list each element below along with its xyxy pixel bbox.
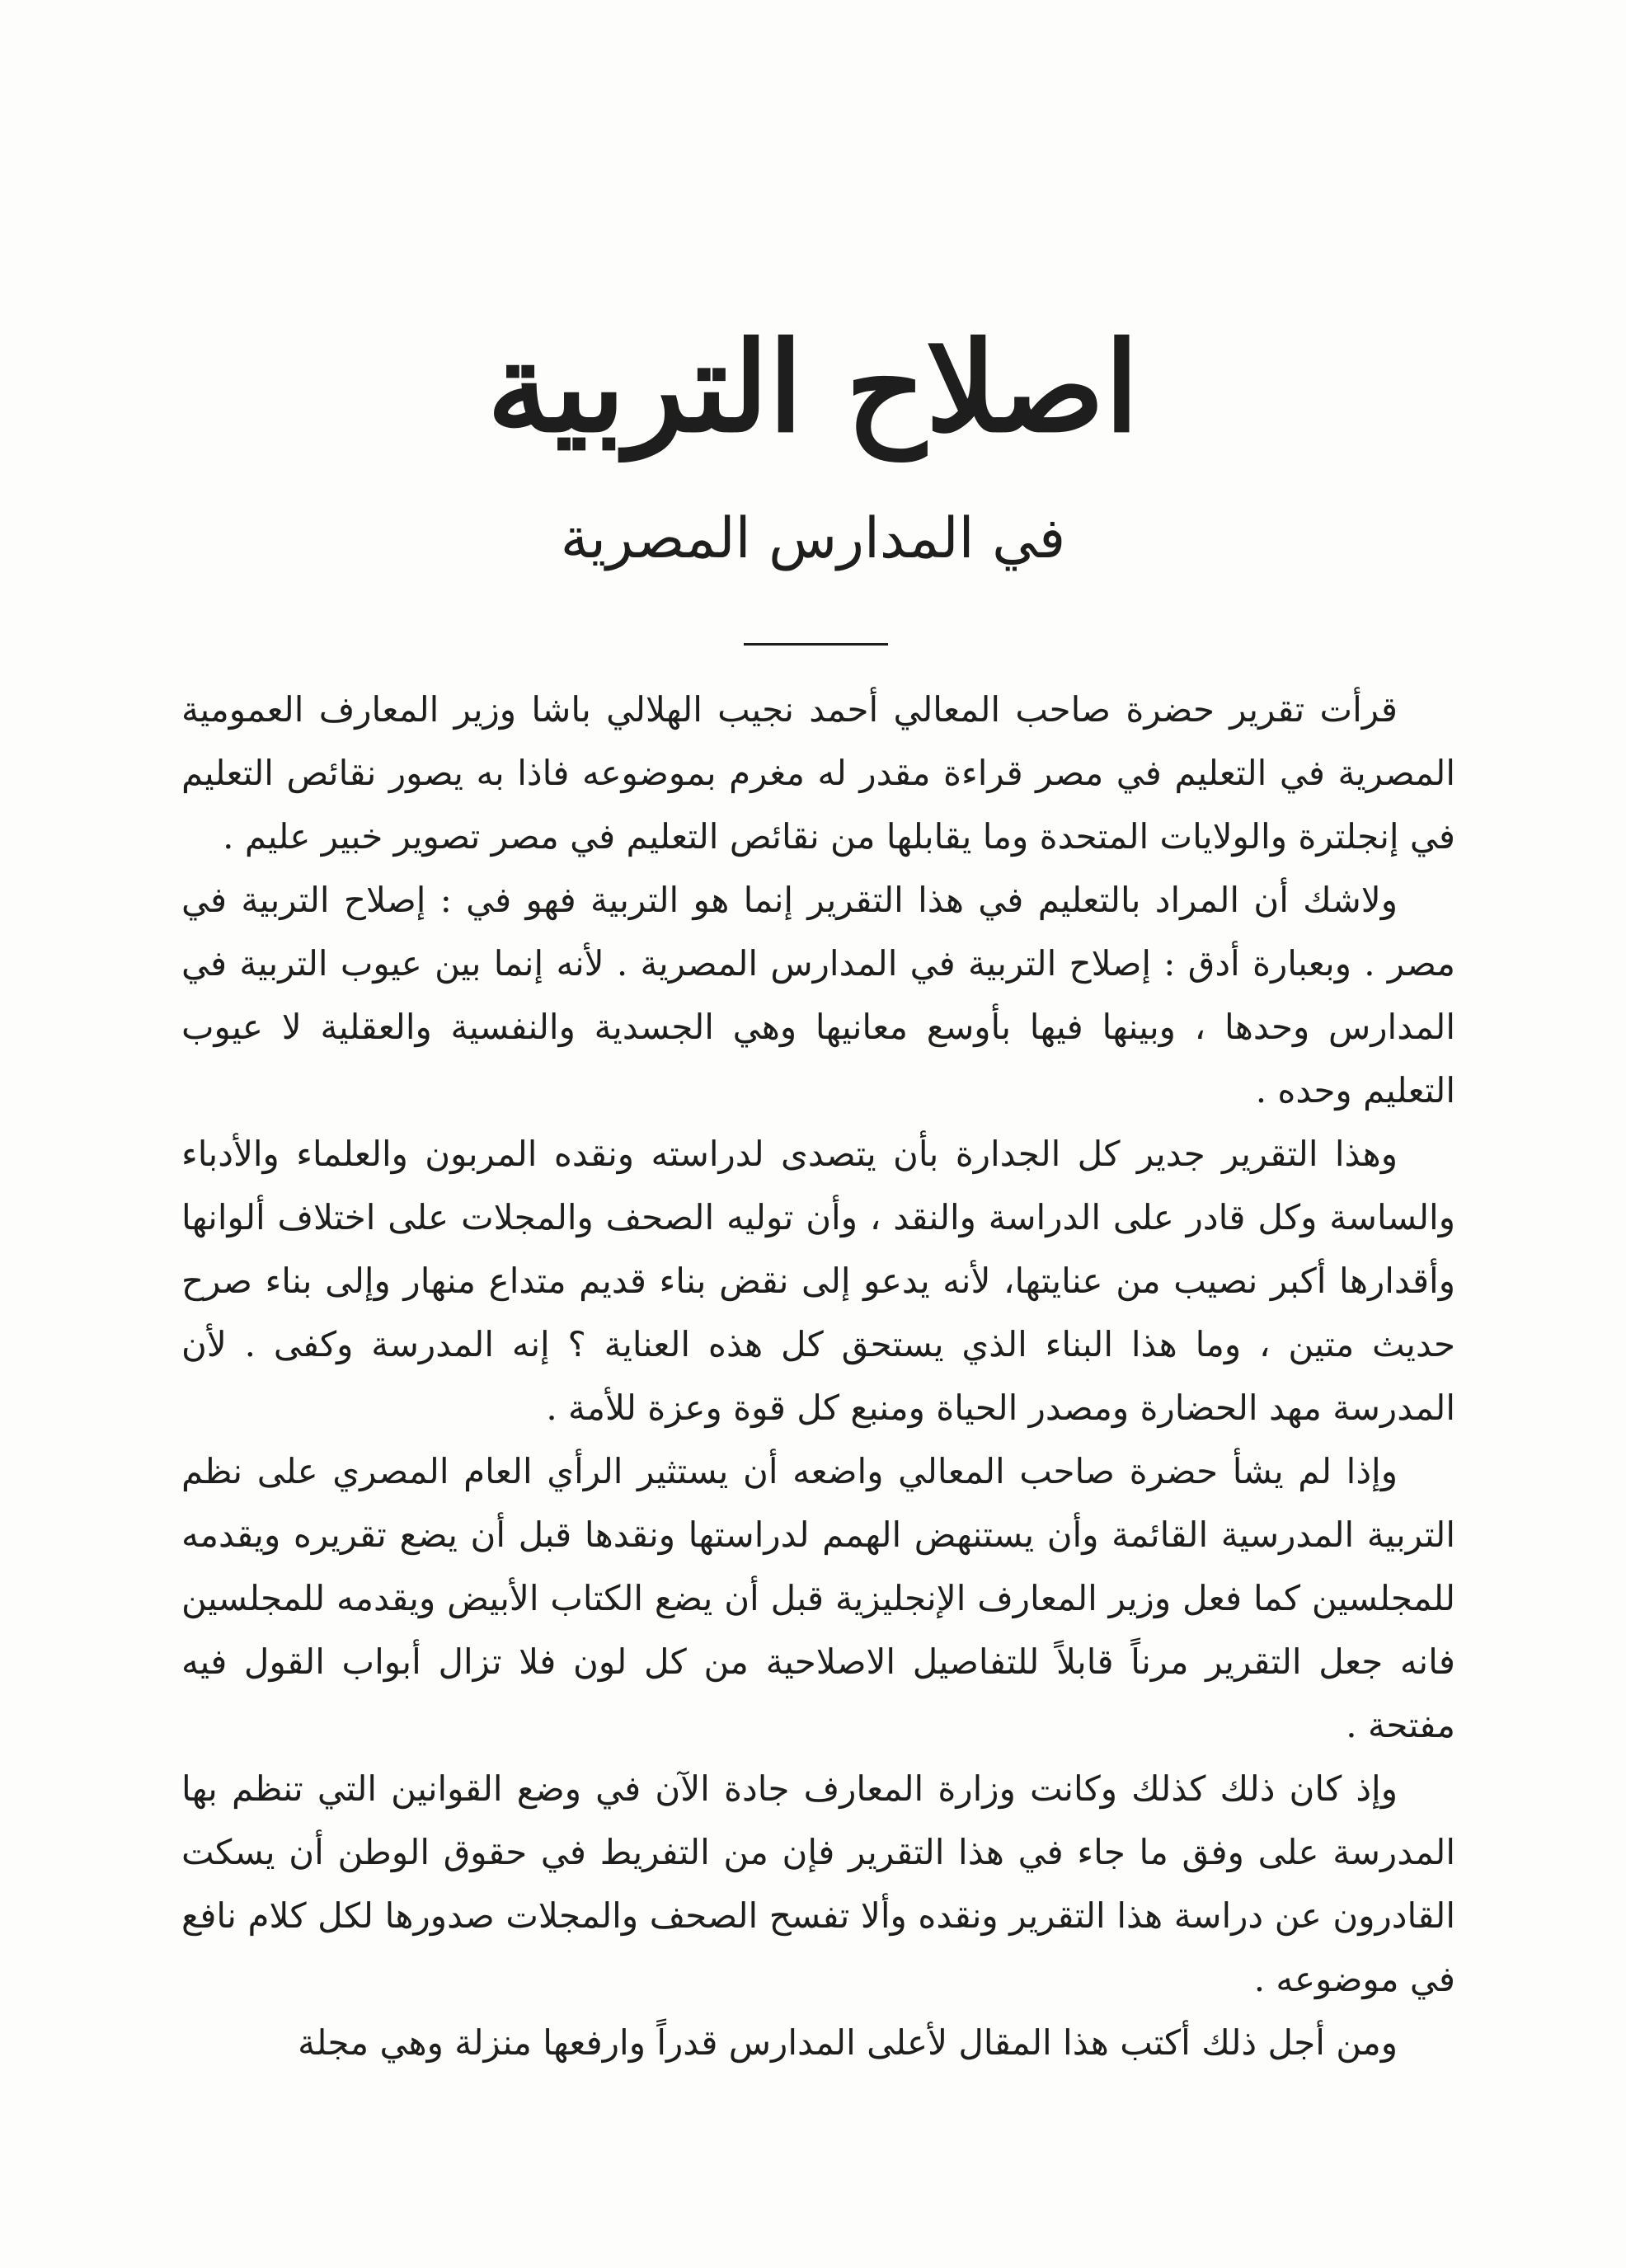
paragraph-3: وهذا التقرير جدير كل الجدارة بأن يتصدى لدراسته ونقده المربون والعلماء والأدباء والساسة وكل قادر على الدراسة والنقد ، وأن توليه الصحف والمجلات على اختلاف ألوانها وأقدارها أكبر نصيب من عنايتها، لأنه يدعو إلى نقض بناء قديم متداع منهار وإلى بناء صرح حديث متين ، وما هذا البناء الذي يستحق كل هذه العناية ؟ إنه المدرسة وكفى . لأن المدرسة مهد الحضارة ومصدر الحياة ومنبع كل قوة وعزة للأمة . <box>181 1134 1455 1428</box>
page-title: اصلاح التربية <box>486 315 1140 460</box>
paragraph-4: وإذا لم يشأ حضرة صاحب المعالي واضعه أن يستثير الرأي العام المصري على نظم التربية المدرسية القائمة وأن يستنهض الهمم لدراستها ونقدها قبل أن يضع تقريره ويقدمه للمجلسين كما فعل وزير المعارف الإنجليزية قبل أن يضع الكتاب الأبيض ويقدمه للمجلسين فانه جعل التقرير مرناً قابلاً للتفاصيل الاصلاحية من كل لون فلا تزال أبواب القول فيه مفتحة . <box>181 1451 1455 1745</box>
paragraph-2: ولاشك أن المراد بالتعليم في هذا التقرير إنما هو التربية فهو في : إصلاح التربية في مصر . وبعبارة أدق : إصلاح التربية في المدارس المصرية . لأنه إنما بين عيوب التربية في المدارس وحدها ، وبينها فيها بأوسع معانيها وهي الجسدية والنفسية والعقلية لا عيوب التعليم وحده . <box>181 880 1455 1111</box>
paragraph-1: قرأت تقرير حضرة صاحب المعالي أحمد نجيب الهلالي باشا وزير المعارف العمومية المصرية في التعليم في مصر قراءة مقدر له مغرم بموضوعه فاذا به يصور نقائص التعليم في إنجلترة والولايات المتحدة وما يقابلها من نقائص التعليم في مصر تصوير خبير عليم . <box>181 689 1455 857</box>
title-divider <box>744 643 888 646</box>
page-subtitle: في المدارس المصرية <box>560 506 1066 571</box>
paragraph-5: وإذ كان ذلك كذلك وكانت وزارة المعارف جادة الآن في وضع القوانين التي تنظم بها المدرسة على وفق ما جاء في هذا التقرير فإن من التفريط في حقوق الوطن أن يسكت القادرون عن دراسة هذا التقرير ونقده وألا تفسح الصحف والمجلات صدورها لكل كلام نافع في موضوعه . <box>181 1768 1455 1999</box>
paragraph-6: ومن أجل ذلك أكتب هذا المقال لأعلى المدارس قدراً وارفعها منزلة وهي مجلة <box>298 2022 1398 2063</box>
article-body <box>181 678 1455 2074</box>
